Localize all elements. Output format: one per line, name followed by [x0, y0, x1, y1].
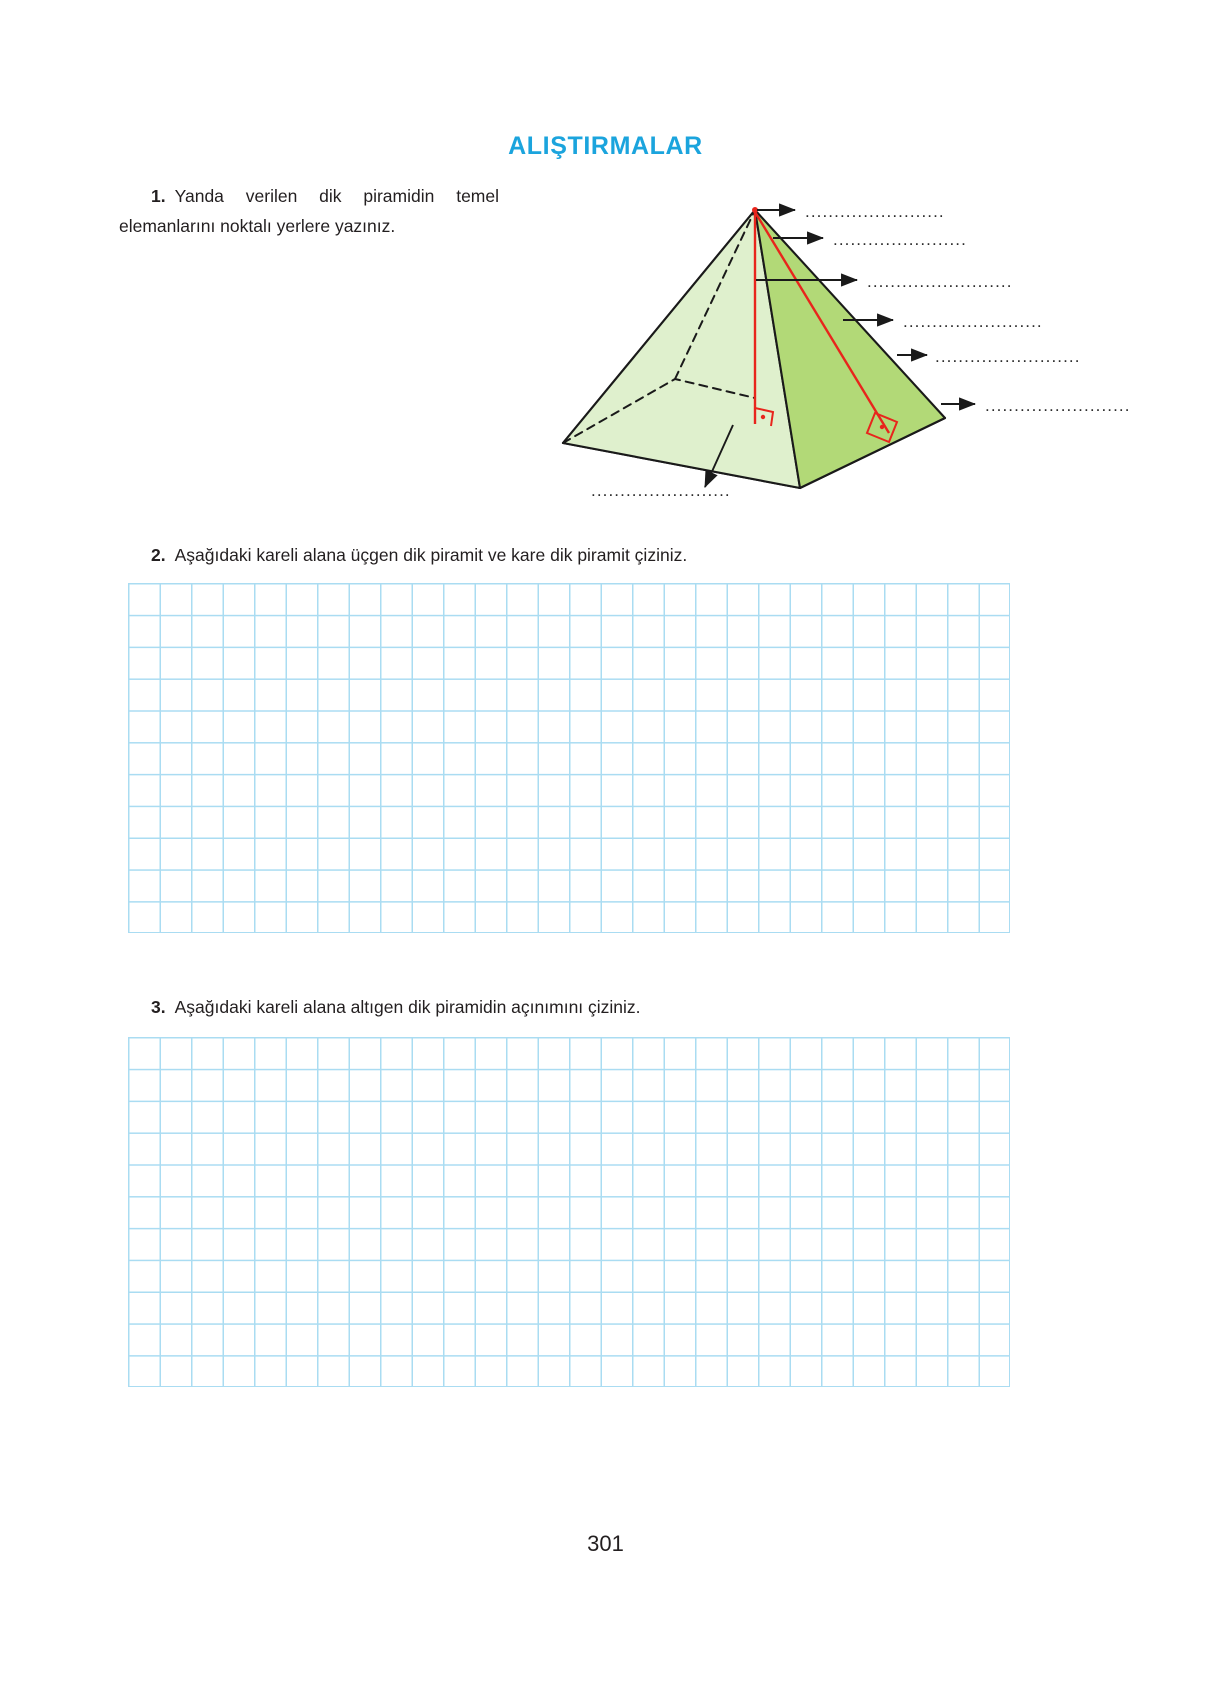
answer-grid-question-2[interactable] [128, 583, 1010, 933]
page-title: ALIŞTIRMALAR [508, 132, 703, 160]
question-2-block [151, 541, 687, 569]
question-1-number: 1. [151, 186, 166, 206]
answer-dots-base-edge[interactable]: ......................... [985, 396, 1131, 415]
answer-dots-base[interactable]: ........................ [591, 481, 731, 500]
question-3-text: Aşağıdaki kareli alana altıgen dik piramidin açınımını çiziniz. [174, 997, 641, 1017]
slant-right-angle-dot [880, 425, 884, 429]
answer-dots-slant-height[interactable]: ......................... [935, 347, 1081, 366]
answer-dots-lateral-edge[interactable]: ....................... [833, 230, 967, 249]
answer-grid-question-3[interactable] [128, 1037, 1010, 1387]
pyramid-diagram [505, 170, 1131, 500]
answer-dots-lateral-face[interactable]: ........................ [903, 312, 1043, 331]
question-2-text: Aşağıdaki kareli alana üçgen dik piramit ve kare dik piramit çiziniz. [174, 545, 688, 565]
question-3-block [151, 993, 641, 1021]
question-2-number: 2. [151, 545, 166, 565]
answer-dots-height[interactable]: ......................... [867, 272, 1013, 291]
height-right-angle-dot [761, 415, 765, 419]
question-1-block [119, 181, 499, 241]
page-number: 301 [587, 1531, 624, 1556]
question-1-text: Yanda verilen dik piramidin temel elemanlarını noktalı yerlere yazınız. [119, 186, 499, 236]
question-3-number: 3. [151, 997, 166, 1017]
answer-dots-apex[interactable]: ........................ [805, 202, 945, 221]
